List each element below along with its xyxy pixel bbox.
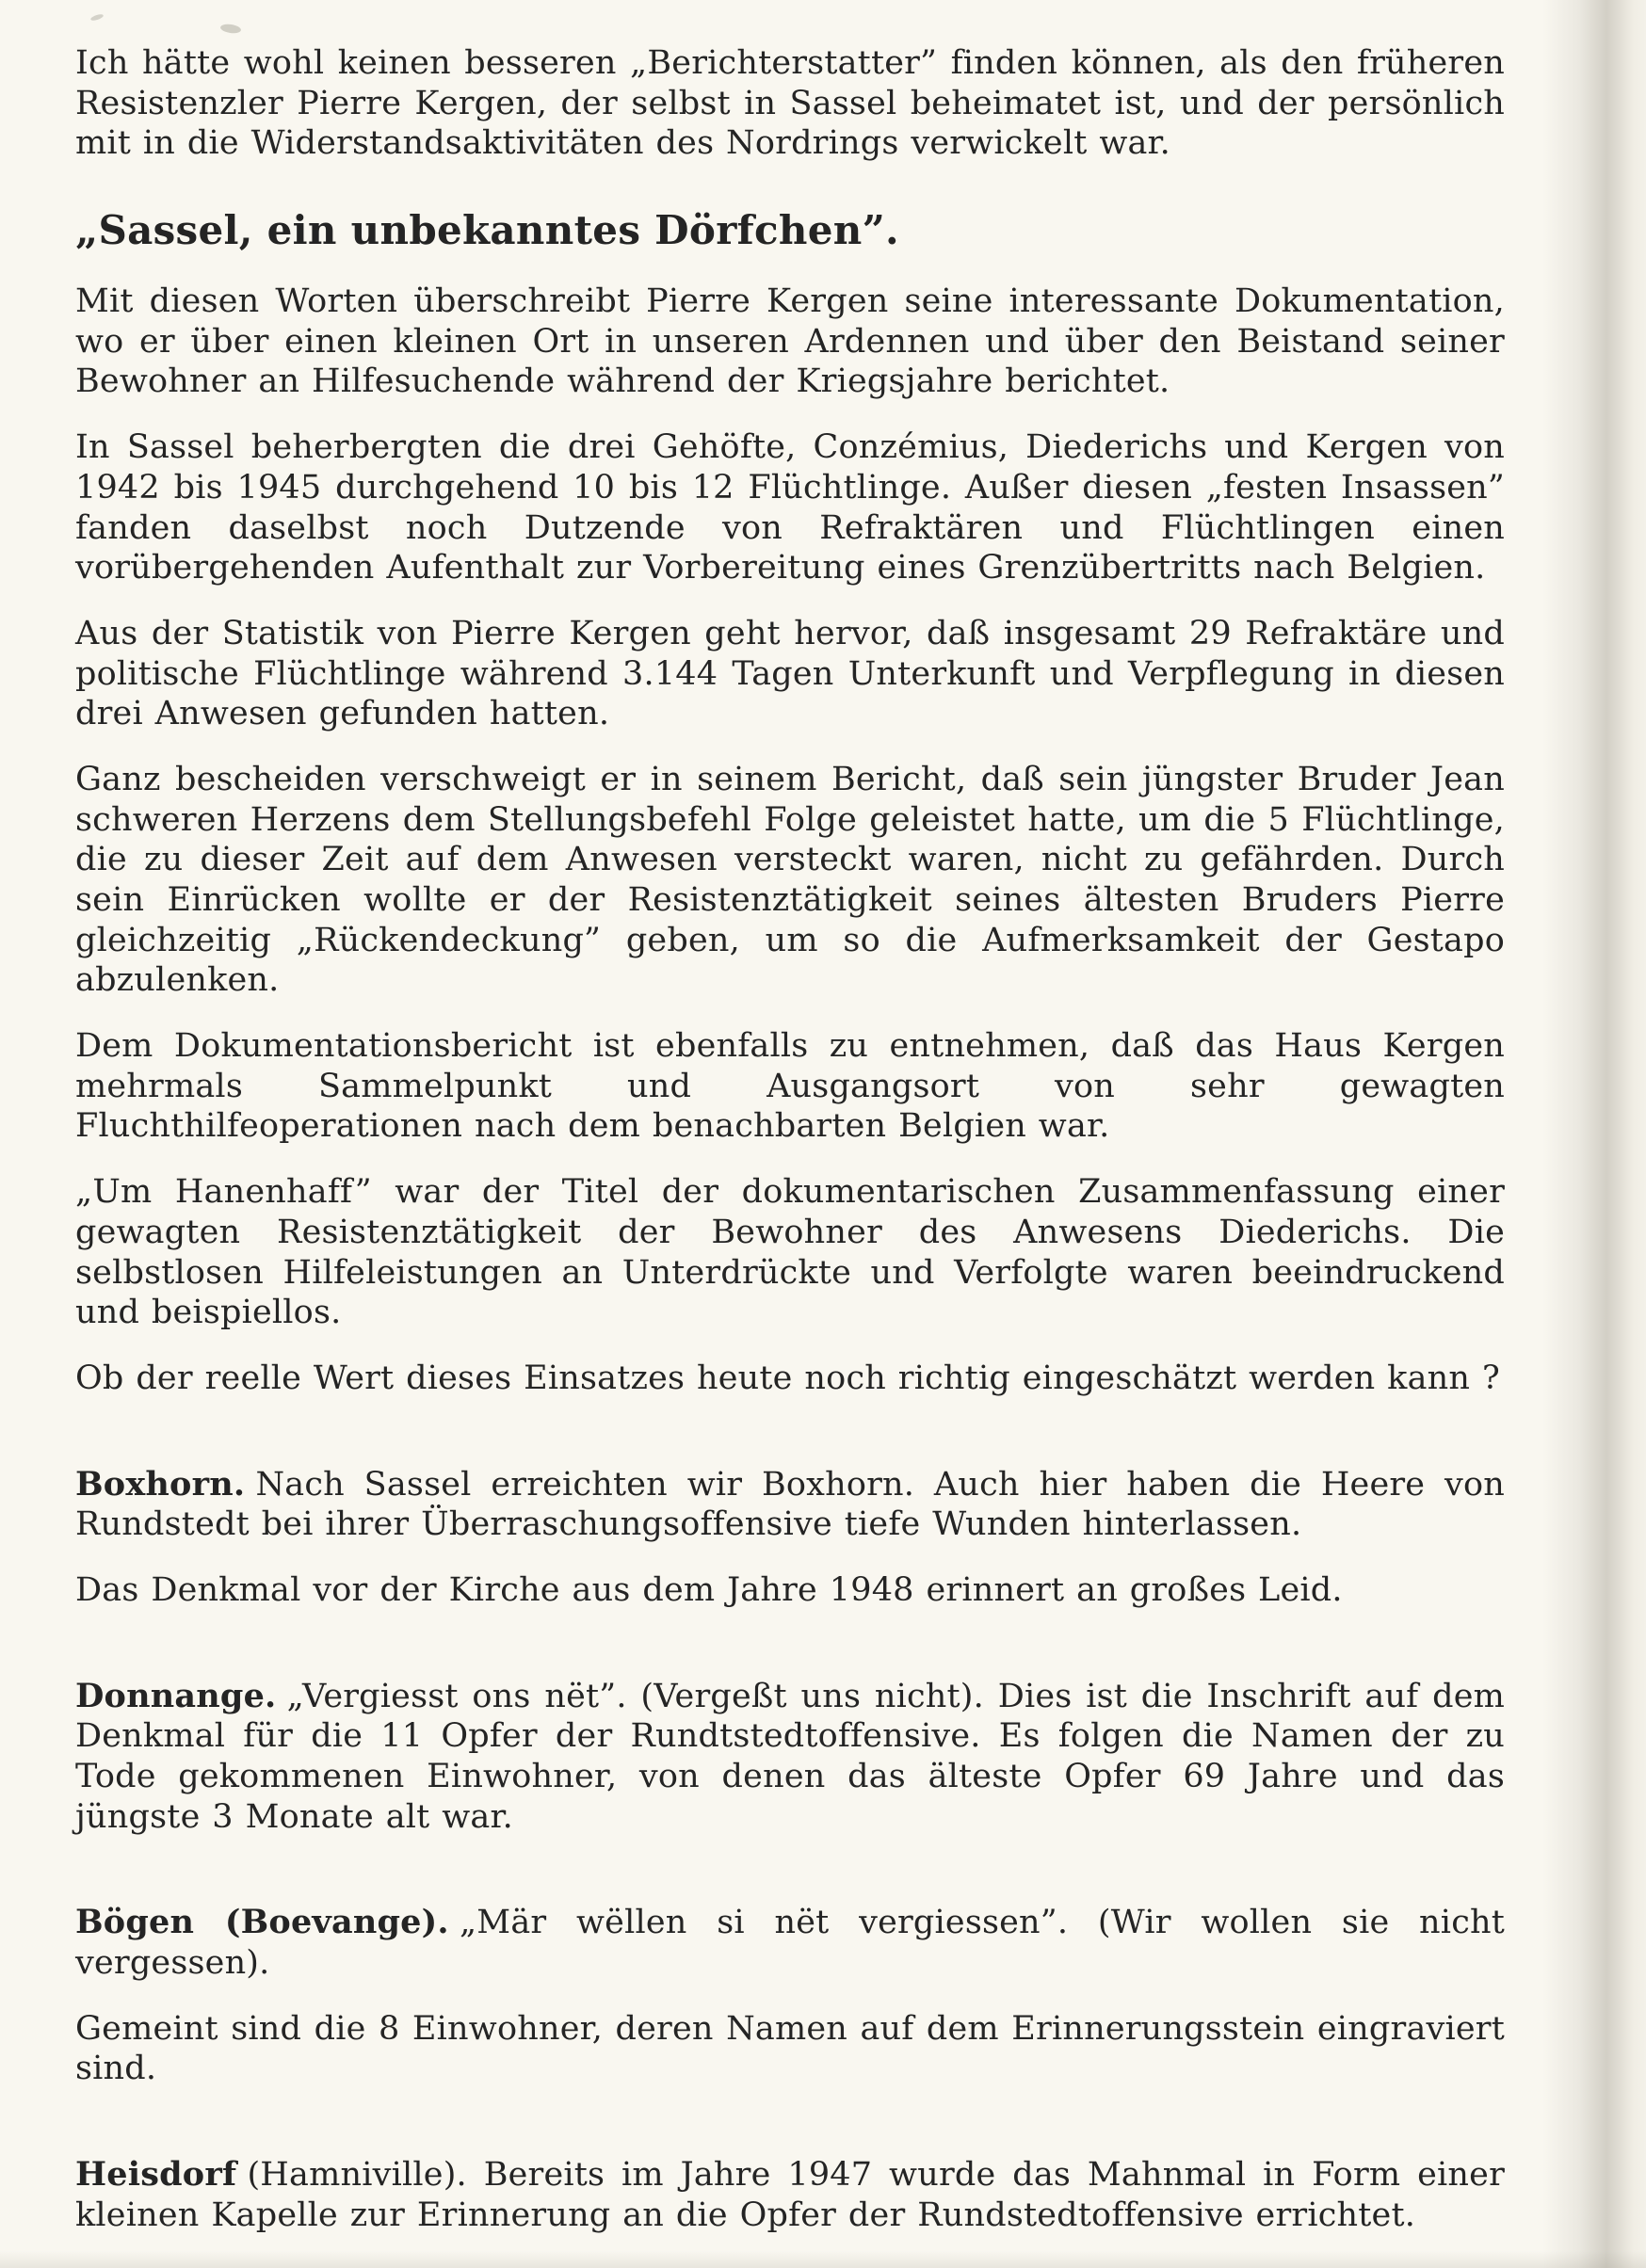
paragraph-denkmal-kirche: Das Denkmal vor der Kirche aus dem Jahre 1948 erinnert an großes Leid. bbox=[75, 1570, 1343, 1609]
paragraph-gehoefte: In Sassel beherbergten die drei Gehöfte, Conzémius, Diederichs und Kergen von 1942 bis 1945 durchgehend 10 bis 12 Flüchtlinge. Außer diesen „festen Insassen” fanden daselbst noch Dutzende von Refraktären und Flüchtlingen einen vorübergehenden Aufenthalt zur Vorbereitung eines Grenzübertritts nach Belgien. bbox=[75, 428, 1505, 587]
paragraph-text: (Hamniville). Bereits im Jahre 1947 wurde das Mahnmal in Form einer kleinen Kapelle zur Erinnerung an die Opfer der Rundstedtoffensive errichtet. bbox=[75, 2156, 1505, 2234]
paragraph-lead-boegen: Bögen (Boevange). bbox=[75, 1903, 449, 1942]
paragraph-lead-heisdorf: Heisdorf bbox=[75, 2155, 237, 2195]
paragraph-bruder-jean: Ganz bescheiden verschweigt er in seinem Bericht, daß sein jüngster Bruder Jean schweren Herzens dem Stellungsbefehl Folge geleistet hatte, um die 5 Flüchtlinge, die zu dieser Zeit auf dem Anwesen versteckt waren, nicht zu gefährden. Durch sein Einrücken wollte er der Resistenztätigkeit seines ältesten Bruders Pierre gleichzeitig „Rückendeckung” geben, um so die Aufmerksamkeit der Gestapo abzulenken. bbox=[75, 760, 1505, 1000]
paragraph-haus-kergen: Dem Dokumentationsbericht ist ebenfalls zu entnehmen, daß das Haus Kergen mehrmals Sammelpunkt und Ausgangsort von sehr gewagten Fluchthilfeoperationen nach dem benachbarten Belgien war. bbox=[75, 1027, 1505, 1146]
section-heading: „Sassel, ein unbekanntes Dörfchen”. bbox=[75, 207, 899, 254]
scan-bottom-shadow bbox=[0, 2251, 1646, 2268]
paragraph-statistik: Aus der Statistik von Pierre Kergen geht hervor, daß insgesamt 29 Refraktäre und politische Flüchtlinge während 3.144 Tagen Unterkunft und Verpflegung in diesen drei Anwesen gefunden hatten. bbox=[75, 614, 1505, 733]
paragraph-reelle-wert: Ob der reelle Wert dieses Einsatzes heute noch richtig eingeschätzt werden kann ? bbox=[75, 1359, 1500, 1397]
paragraph-boegen bbox=[75, 1903, 1505, 1983]
paragraph-erinnerungsstein: Gemeint sind die 8 Einwohner, deren Namen auf dem Erinnerungsstein eingraviert sind. bbox=[75, 2009, 1505, 2088]
paragraph-boxhorn bbox=[75, 1465, 1505, 1545]
paragraph-um-hanenhaff: „Um Hanenhaff” war der Titel der dokumentarischen Zusammenfassung einer gewagten Resistenztätigkeit der Bewohner des Anwesens Diederichs. Die selbstlosen Hilfeleistungen an Unterdrückte und Verfolgte waren beeindruckend und beispiellos. bbox=[75, 1173, 1505, 1332]
intro-paragraph: Ich hätte wohl keinen besseren „Berichterstatter” finden können, als den früheren Resistenzler Pierre Kergen, der selbst in Sassel beheimatet ist, und der persönlich mit in die Widerstandsaktivitäten des Nordrings verwickelt war. bbox=[75, 44, 1505, 163]
paragraph-heisdorf bbox=[75, 2155, 1505, 2235]
paragraph-donnange bbox=[75, 1677, 1505, 1838]
paragraph-lead-donnange: Donnange. bbox=[75, 1676, 277, 1715]
paragraph-dokumentation: Mit diesen Worten überschreibt Pierre Kergen seine interessante Dokumentation, wo er über einen kleinen Ort in unseren Ardennen und über den Beistand seiner Bewohner an Hilfesuchende während der Kriegsjahre berichtet. bbox=[75, 282, 1505, 401]
paragraph-text: „Vergiesst ons nët”. (Vergeßt uns nicht). Dies ist die Inschrift auf dem Denkmal für die 11 Opfer der Rundtstedtoffensive. Es folgen die Namen der zu Tode gekommenen Einwohner, von denen das älteste Opfer 69 Jahre und das jüngste 3 Monate alt war. bbox=[75, 1677, 1505, 1836]
paragraph-text: Nach Sassel erreichten wir Boxhorn. Auch hier haben die Heere von Rundstedt bei ihrer Überraschungsoffensive tiefe Wunden hinterlassen. bbox=[75, 1465, 1505, 1544]
paragraph-lead-boxhorn: Boxhorn. bbox=[75, 1464, 246, 1504]
paragraph-text: „Mär wëllen si nët vergiessen”. (Wir wollen sie nicht vergessen). bbox=[75, 1904, 1506, 1983]
